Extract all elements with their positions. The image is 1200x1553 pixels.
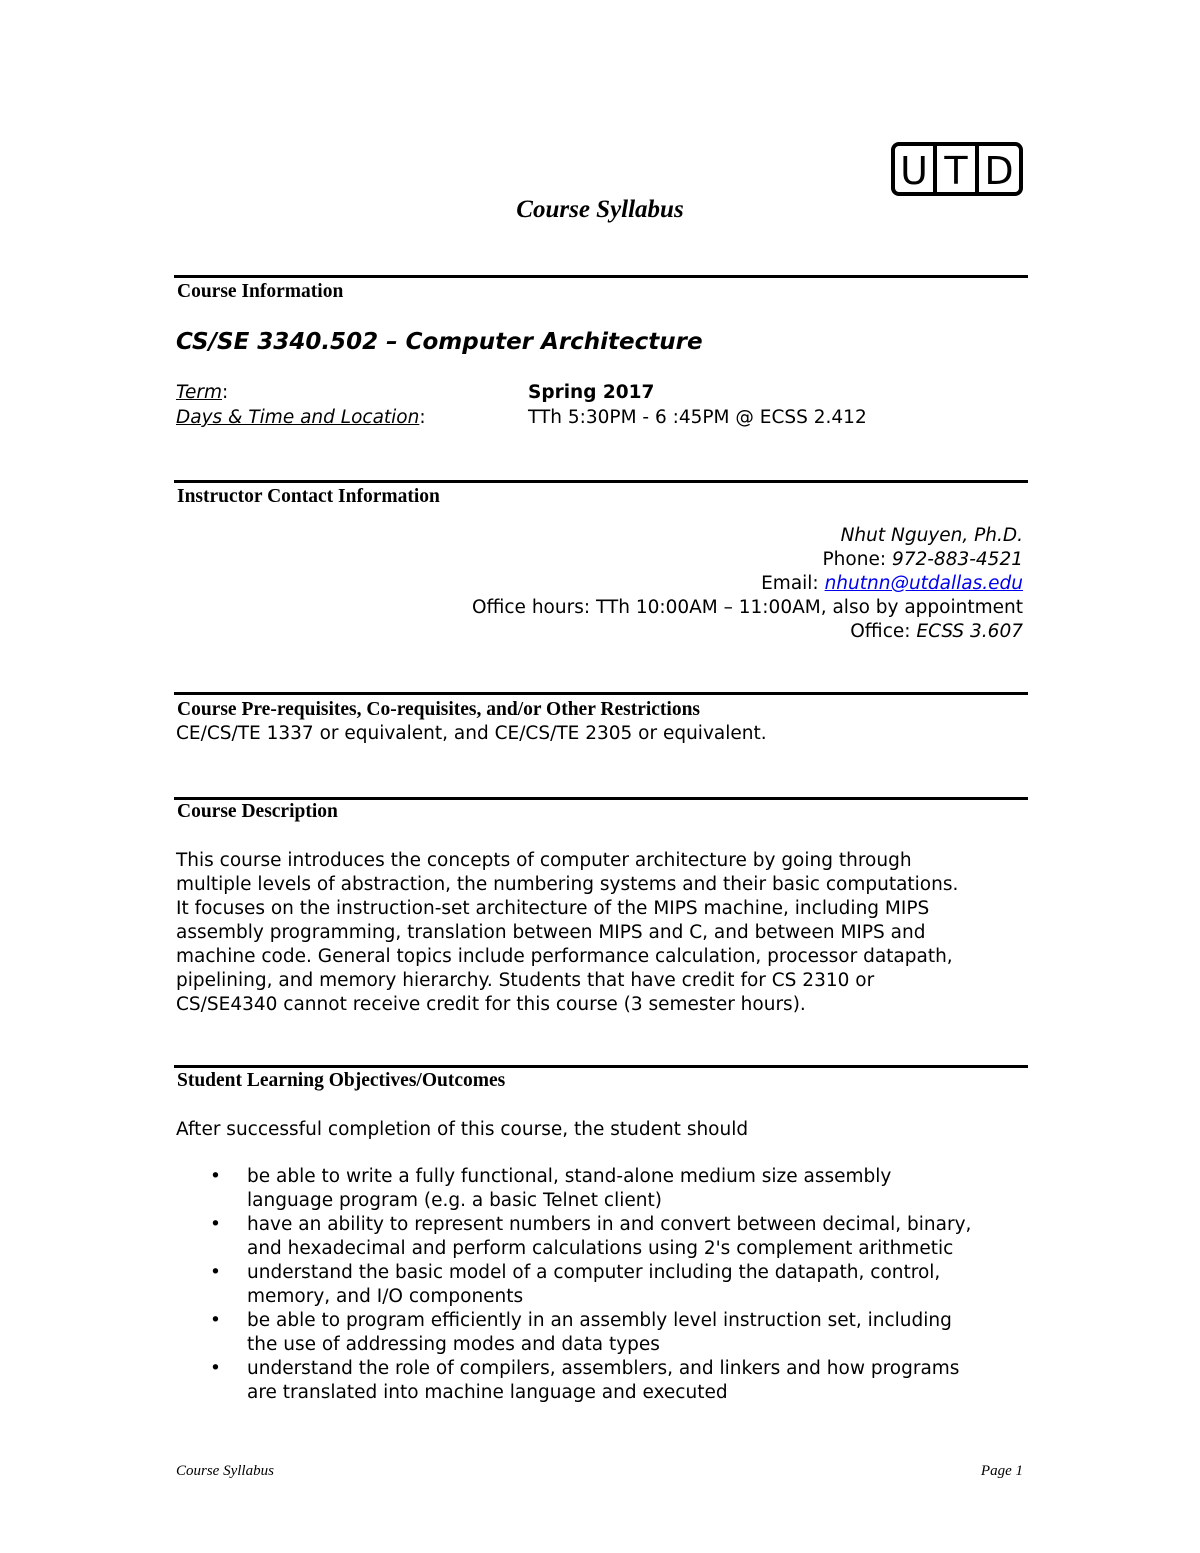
- list-item: • understand the basic model of a computer including the datapath, control, memory, and I/O components: [210, 1262, 941, 1307]
- term-value: Spring 2017: [528, 382, 655, 403]
- instructor-email-row: [761, 572, 1023, 596]
- section-divider: [174, 1065, 1028, 1068]
- list-item: • understand the role of compilers, assemblers, and linkers and how programs are translated into machine language and executed: [210, 1358, 960, 1403]
- description-line: pipelining, and memory hierarchy. Students that have credit for CS 2310 or: [176, 970, 875, 991]
- instructor-phone-row: [823, 548, 1023, 572]
- list-item: • have an ability to represent numbers in and convert between decimal, binary, and hexadecimal and perform calculations using 2's complement arithmetic: [210, 1214, 972, 1259]
- prereqs-text: CE/CS/TE 1337 or equivalent, and CE/CS/TE 2305 or equivalent.: [176, 723, 767, 744]
- bullet-icon: •: [210, 1214, 221, 1235]
- bullet-icon: •: [210, 1262, 221, 1283]
- schedule-label: Days & Time and Location: [176, 407, 420, 428]
- bullet-icon: •: [210, 1358, 221, 1379]
- description-line: This course introduces the concepts of computer architecture by going through: [176, 850, 912, 871]
- description-line: machine code. General topics include performance calculation, processor datapath,: [176, 946, 953, 967]
- page-number: Page 1: [980, 1463, 1023, 1479]
- term-label: Term: [176, 382, 223, 403]
- office-label: Office:: [850, 621, 917, 642]
- list-item: • be able to write a fully functional, stand-alone medium size assembly language program (e.g. a basic Telnet client): [210, 1166, 892, 1211]
- instructor-heading: Instructor Contact Information: [177, 486, 440, 507]
- footer-title: Course Syllabus: [176, 1463, 274, 1479]
- description-line: It focuses on the instruction-set architecture of the MIPS machine, including MIPS: [176, 898, 930, 919]
- email-label: Email:: [761, 573, 825, 594]
- office-location: ECSS 3.607: [916, 621, 1023, 642]
- prereqs-heading: Course Pre-requisites, Co-requisites, and/or Other Restrictions: [177, 699, 701, 720]
- course-title: CS/SE 3340.502 – Computer Architecture: [176, 329, 703, 355]
- description-line: CS/SE4340 cannot receive credit for this course (3 semester hours).: [176, 994, 806, 1015]
- phone-number: 972-883-4521: [891, 549, 1023, 570]
- section-divider: [174, 692, 1028, 695]
- bullet-icon: •: [210, 1166, 221, 1187]
- list-item: • be able to program efficiently in an assembly level instruction set, including the use of addressing modes and data types: [210, 1310, 952, 1355]
- office-hours: Office hours: TTh 10:00AM – 11:00AM, also by appointment: [471, 597, 1023, 618]
- email-link[interactable]: nhutnn@utdallas.edu: [824, 573, 1023, 594]
- description-heading: Course Description: [177, 801, 338, 822]
- utd-logo: [891, 142, 1023, 196]
- course-info-heading: Course Information: [177, 281, 344, 302]
- objectives-heading: Student Learning Objectives/Outcomes: [177, 1070, 506, 1091]
- schedule-value: TTh 5:30PM - 6 :45PM @ ECSS 2.412: [528, 407, 867, 428]
- instructor-name: Nhut Nguyen, Ph.D.: [840, 525, 1023, 546]
- section-divider: [174, 797, 1028, 800]
- svg-text:U: U: [900, 149, 928, 193]
- objectives-list: [176, 1165, 971, 1405]
- svg-text:D: D: [984, 149, 1014, 193]
- term-label-row: Term:: [176, 382, 229, 403]
- instructor-office-row: [850, 620, 1023, 644]
- schedule-label-row: Days & Time and Location:: [176, 407, 426, 428]
- phone-label: Phone:: [822, 549, 892, 570]
- bullet-icon: •: [210, 1310, 221, 1331]
- description-line: multiple levels of abstraction, the numbering systems and their basic computations.: [176, 874, 959, 895]
- section-divider: [174, 480, 1028, 483]
- description-line: assembly programming, translation between MIPS and C, and between MIPS and: [176, 922, 926, 943]
- objectives-intro: After successful completion of this course, the student should: [176, 1119, 749, 1140]
- svg-text:T: T: [944, 149, 968, 193]
- document-title: Course Syllabus: [516, 196, 684, 223]
- description-paragraph: [176, 849, 1036, 1017]
- section-divider: [174, 275, 1028, 278]
